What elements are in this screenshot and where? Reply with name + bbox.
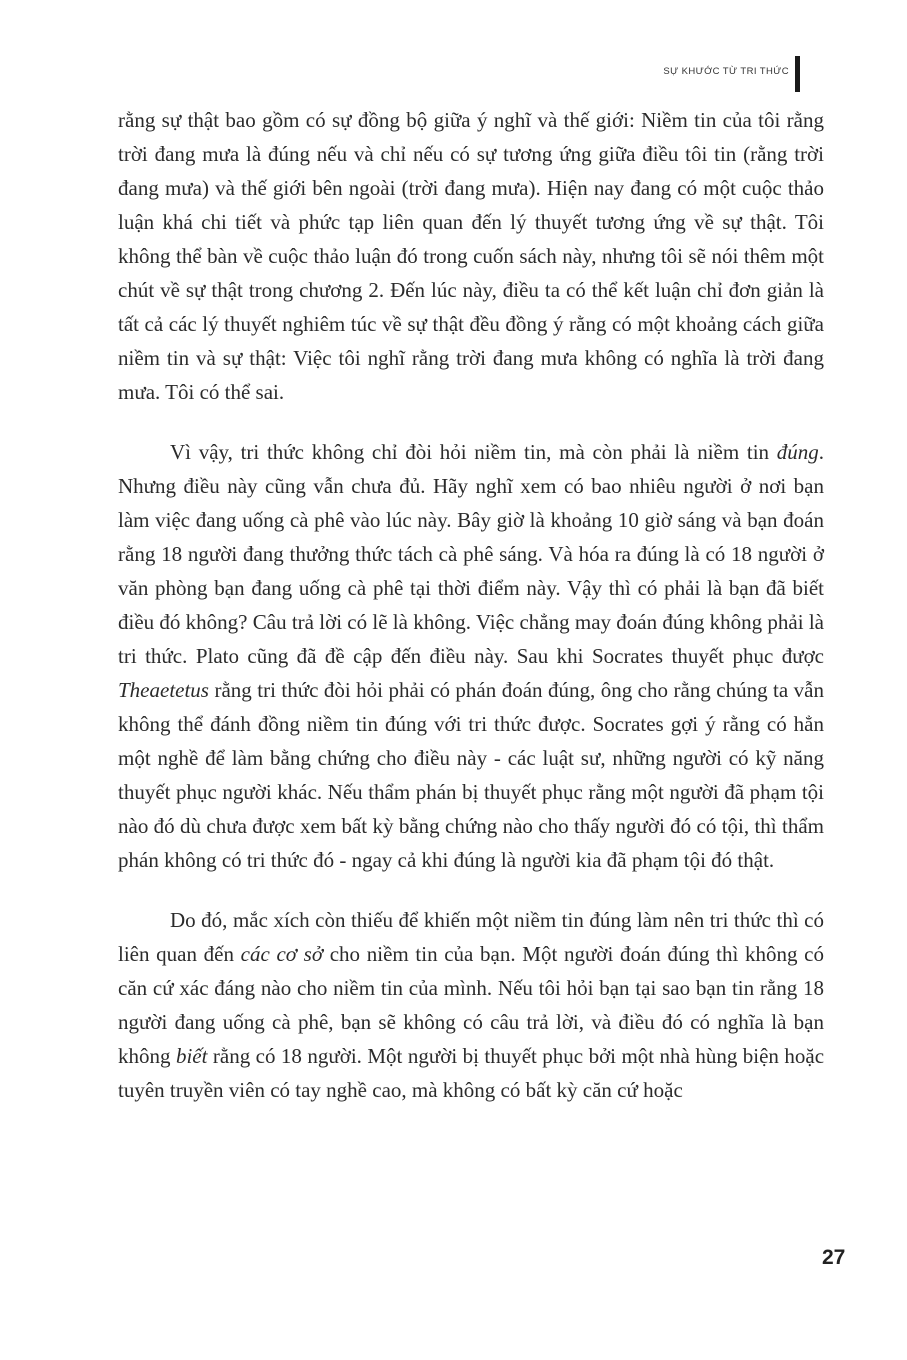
paragraph-continued (118, 103, 824, 409)
paragraph-text: Do đó, mắc xích còn thiếu để khiến một niềm tin đúng làm nên tri thức thì có liên quan đến (118, 908, 824, 966)
paragraph (118, 903, 824, 1107)
header-bar (795, 56, 800, 92)
italic-text: biết (175, 1044, 208, 1068)
paragraph (118, 435, 824, 877)
italic-text: các cơ sở (240, 942, 324, 966)
paragraph-text: rằng có 18 người. Một người bị thuyết phục bởi một nhà hùng biện hoặc tuyên truyền viên có tay nghề cao, mà không có bất kỳ căn cứ hoặc (118, 1044, 825, 1102)
paragraph-text: Vì vậy, tri thức không chỉ đòi hỏi niềm tin, mà còn phải là niềm tin (170, 440, 777, 464)
page-number: 27 (822, 1246, 846, 1269)
italic-text: đúng (776, 440, 819, 464)
paragraph-text: rằng sự thật bao gồm có sự đồng bộ giữa ý nghĩ và thế giới: Niềm tin của tôi rằng trời đang mưa là đúng nếu và chỉ nếu có sự tương ứng giữa điều tôi tin (rằng trời đang mưa) và thế giới bên ngoài (trời đang mưa). Hiện nay đang có một cuộc thảo luận khá chi tiết và phức tạp liên quan đến lý thuyết tương ứng về sự thật. Tôi không thể bàn về cuộc thảo luận đó trong cuốn sách này, nhưng tôi sẽ nói thêm một chút về sự thật trong chương 2. Đến lúc này, điều ta có thể kết luận chỉ đơn giản là tất cả các lý thuyết nghiêm túc về sự thật đều đồng ý rằng có một khoảng cách giữa niềm tin và sự thật: Việc tôi nghĩ rằng trời đang mưa không có nghĩa là trời đang mưa. Tôi có thể sai. (118, 108, 824, 404)
paragraph-text: rằng tri thức đòi hỏi phải có phán đoán đúng, ông cho rằng chúng ta vẫn không thể đánh đồng niềm tin đúng với tri thức được. Socrates gợi ý rằng có hẳn một nghề để làm bằng chứng cho điều này - các luật sư, những người có kỹ năng thuyết phục người khác. Nếu thẩm phán bị thuyết phục rằng một người đã phạm tội nào đó dù chưa được xem bất kỳ bằng chứng nào cho thấy người đó có tội, thì thẩm phán không có tri thức đó - ngay cả khi đúng là người kia đã phạm tội đó thật. (118, 678, 824, 872)
body-text (118, 103, 824, 1107)
italic-text: Theaetetus (118, 678, 209, 702)
paragraph-text: cho niềm tin của bạn. Một người đoán đúng thì không có căn cứ xác đáng nào cho niềm tin của mình. Nếu tôi hỏi bạn tại sao bạn tin rằng 18 người đang uống cà phê, bạn sẽ không có câu trả lời, và điều đó có nghĩa là bạn không (118, 942, 824, 1068)
paragraph-text: . Nhưng điều này cũng vẫn chưa đủ. Hãy nghĩ xem có bao nhiêu người ở nơi bạn làm việc đang uống cà phê vào lúc này. Bây giờ là khoảng 10 giờ sáng và bạn đoán rằng 18 người đang thưởng thức tách cà phê sáng. Và hóa ra đúng là có 18 người ở văn phòng bạn đang uống cà phê tại thời điểm này. Vậy thì có phải là bạn đã biết điều đó không? Câu trả lời có lẽ là không. Việc chẳng may đoán đúng không phải là tri thức. Plato cũng đã đề cập đến điều này. Sau khi Socrates thuyết phục được (118, 440, 824, 668)
running-head-title: SỰ KHƯỚC TỪ TRI THỨC (663, 66, 789, 77)
